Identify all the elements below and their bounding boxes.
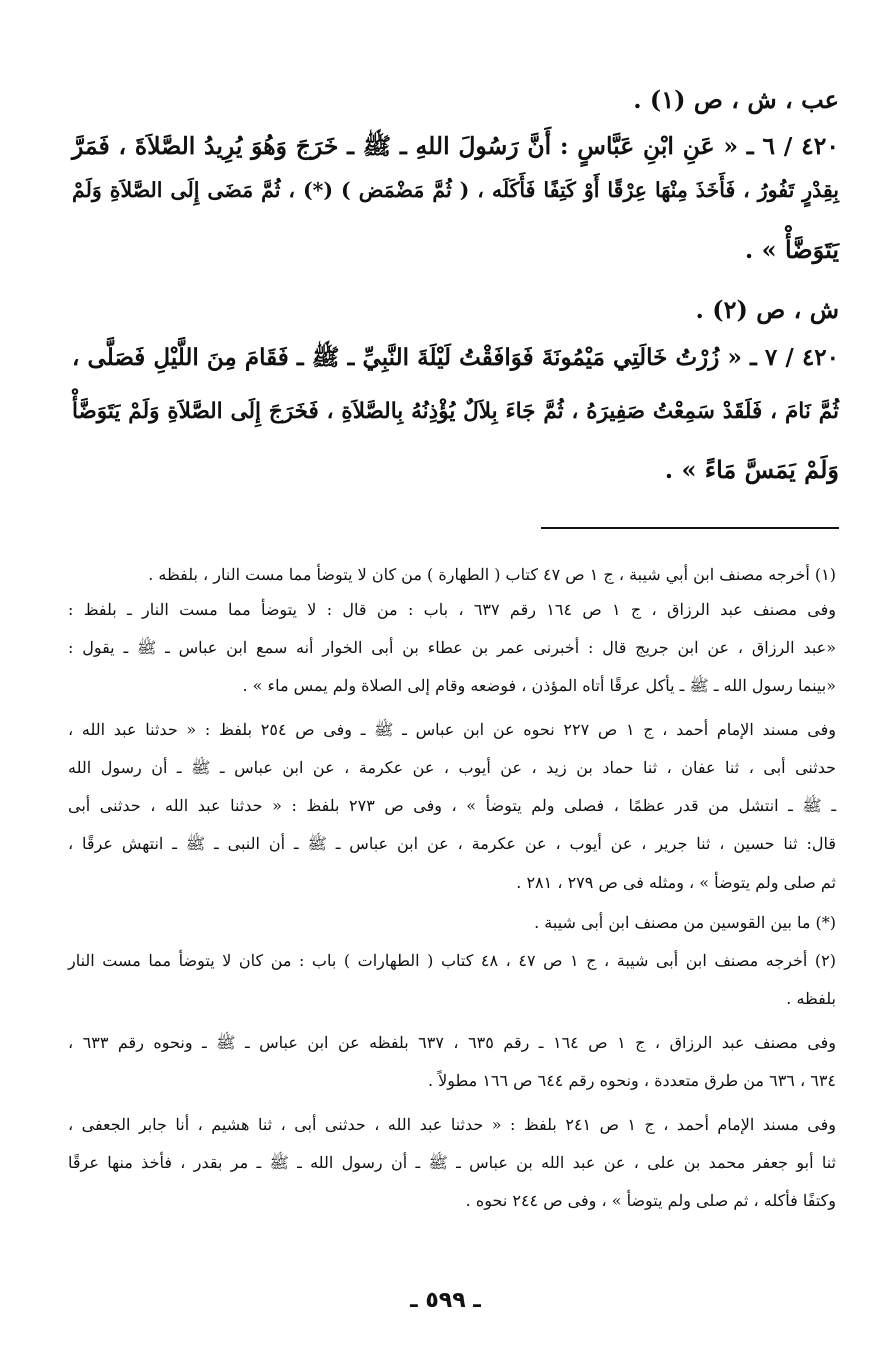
footnote-star: (*) ما بين القوسين من مصنف ابن أبى شيبة . <box>534 913 836 932</box>
footnote-1-line-1: (١) أخرجه مصنف ابن أبي شيبة ، ج ١ ص ٤٧ كتاب ( الطهارة ) من كان لا يتوضأ مما مست النار ، بلفظه . <box>148 565 836 584</box>
hadith-6-line-3: يَتَوَضَّأْ » . <box>744 235 839 264</box>
footnote-1-line-7: ـ ﷺ ـ انتشل من قدر عظمًا ، فصلى ولم يتوضأ » ، وفى ص ٢٧٣ بلفظ : « حدثنا عبد الله ، حدثنى أبى <box>68 796 837 815</box>
footnote-separator <box>541 527 839 529</box>
footnote-1-line-8: قال: ثنا حسين ، ثنا جرير ، عن أيوب ، عن عكرمة ، عن ابن عباس ـ ﷺ ـ أن النبى ـ ﷺ ـ انتهش عرقًا ، <box>68 834 836 853</box>
footnote-1-line-3: «عبد الرزاق ، عن ابن جريج قال : أخبرنى عمر بن عطاء بن أبى الخوار أنه سمع ابن عباس ـ ﷺ ـ يقول : <box>68 638 836 657</box>
source-abbrev-line-2: ش ، ص (٢) . <box>695 295 839 324</box>
footnote-2-line-2: بلفظه . <box>786 989 836 1008</box>
footnote-2-line-3: وفى مصنف عبد الرزاق ، ج ١ ص ١٦٤ ـ رقم ٦٣٥ ، ٦٣٧ بلفظه عن ابن عباس ـ ﷺ ـ ونحوه رقم ٦٣٣ ، <box>68 1033 837 1052</box>
hadith-6-line-2: بِقِدْرٍ تَفُورُ ، فَأَخَذَ مِنْهَا عِرْقًا أَوْ كَتِفًا فَأَكَلَه ، ( ثُمَّ مَضْمَض ) (*) ، ثُمَّ مَضَى إِلَى الصَّلاَةِ وَلَمْ <box>72 178 839 202</box>
footnote-2-line-5: وفى مسند الإمام أحمد ، ج ١ ص ٢٤١ بلفظ : « حدثنا عبد الله ، حدثنى أبى ، ثنا هشيم ، أنا جابر الجعفى ، <box>68 1115 837 1134</box>
footnote-1-line-4: «بينما رسول الله ـ ﷺ ـ يأكل عرقًا أتاه المؤذن ، فوضعه وقام إلى الصلاة ولم يمس ماء » . <box>242 676 836 695</box>
hadith-6-line-1: ٤٢٠ / ٦ ـ « عَنِ ابْنِ عَبَّاسٍ : أَنَّ رَسُولَ اللهِ ـ ﷺ ـ خَرَجَ وَهُوَ يُرِيدُ الصَّلاَةَ ، فَمَرَّ <box>72 132 839 160</box>
footnote-1-line-9: ثم صلى ولم يتوضأ » ، ومثله فى ص ٢٧٩ ، ٢٨١ . <box>516 873 836 892</box>
hadith-7-line-3: وَلَمْ يَمَسَّ مَاءً » . <box>664 455 839 484</box>
hadith-7-line-1: ٤٢٠ / ٧ ـ « زُرْتُ خَالَتِي مَيْمُونَةَ فَوَافَقْتُ لَيْلَةَ النَّبِيِّ ـ ﷺ ـ فَقَامَ مِنَ اللَّيْلِ فَصَلَّى ، <box>72 344 840 371</box>
hadith-7-line-2: ثُمَّ نَامَ ، فَلَقَدْ سَمِعْتُ صَفِيرَهُ ، ثُمَّ جَاءَ بِلاَلٌ يُؤْذِنُهُ بِالصَّلاَةِ ، فَخَرَجَ إِلَى الصَّلاَةِ وَلَمْ يَتَوَضَّأْ <box>72 399 839 424</box>
footnote-1-line-6: حدثنى أبى ، ثنا عفان ، ثنا حماد بن زيد ، عن أيوب ، عن عكرمة ، عن ابن عباس ـ ﷺ ـ أن رسول الله <box>68 758 837 777</box>
footnote-2-line-4: ٦٣٤ ، ٦٣٦ من طرق متعددة ، ونحوه رقم ٦٤٤ ص ١٦٦ مطولاً . <box>427 1071 836 1090</box>
footnote-1-line-5: وفى مسند الإمام أحمد ، ج ١ ص ٢٢٧ نحوه عن ابن عباس ـ ﷺ ـ وفى ص ٢٥٤ بلفظ : « حدثنا عبد الله ، <box>68 720 837 739</box>
footnote-2-line-1: (٢) أخرجه مصنف ابن أبى شيبة ، ج ١ ص ٤٧ ، ٤٨ كتاب ( الطهارات ) باب : من كان لا يتوضأ مما مست النار <box>68 951 837 970</box>
source-abbrev-line-1: عب ، ش ، ص (١) . <box>633 85 839 114</box>
footnote-1-line-2: وفى مصنف عبد الرزاق ، ج ١ ص ١٦٤ رقم ٦٣٧ ، باب : من قال : لا يتوضأ مما مست النار ـ بلفظ : <box>68 600 837 619</box>
page-number: ـ ٥٩٩ ـ <box>410 1288 481 1313</box>
footnote-2-line-6: ثنا أبو جعفر محمد بن على ، عن عبد الله بن عباس ـ ﷺ ـ أن رسول الله ـ ﷺ ـ مر بقدر ، فأخذ منها عرقًا <box>68 1153 836 1172</box>
footnote-2-line-7: وكتفًا فأكله ، ثم صلى ولم يتوضأ » ، وفى ص ٢٤٤ نحوه . <box>465 1191 836 1210</box>
